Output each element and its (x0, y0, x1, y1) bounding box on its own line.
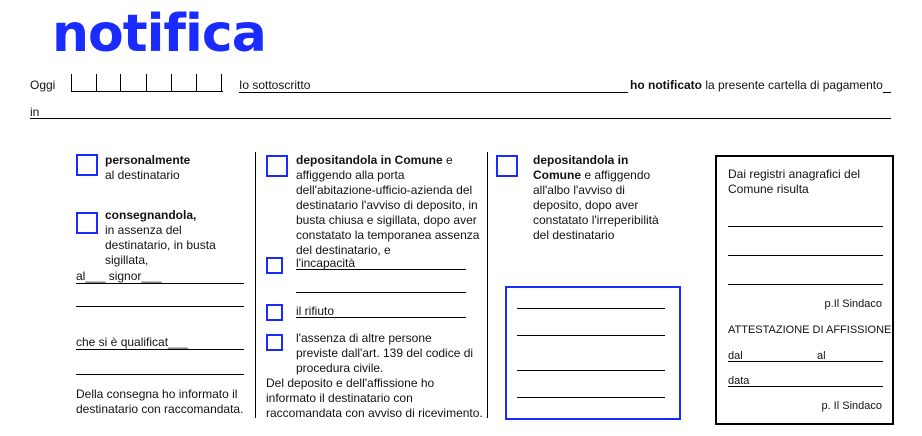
registri-line-3[interactable] (728, 284, 883, 285)
checkbox-albo[interactable] (496, 155, 518, 177)
consegnandola-text: consegnandola, in assenza del destinatario, in busta sigillata, (105, 208, 216, 267)
registri-line-1[interactable] (728, 226, 883, 227)
notificato-text: ho notificato la presente cartella di pagamento (630, 78, 883, 92)
oggi-label: Oggi (30, 78, 56, 92)
registri-line-2[interactable] (728, 255, 883, 256)
incapacita-line-2[interactable] (296, 292, 466, 293)
in-label: in (30, 105, 40, 119)
consegna-note: Della consegna ho informato il destinatario con raccomandata. (76, 387, 244, 416)
incapacita-line[interactable] (296, 269, 466, 270)
al-label: al (817, 350, 826, 362)
al-signor-label: al___ signor___ (76, 269, 162, 283)
checkbox-assenza[interactable] (266, 334, 283, 351)
assenza-text: l'assenza di altre persone previste dall'art. 139 del codice di procedura civile. (296, 331, 474, 375)
sindaco-1: p.Il Sindaco (824, 298, 882, 310)
deposito-note: Del deposito e dell'affissione ho informato il destinatario con raccomandata con avviso di ricevimento. (266, 376, 483, 420)
page-title: notifica (52, 4, 266, 64)
registri-text: Dai registri anagrafici del Comune risulta (728, 167, 861, 196)
attestazione-label: ATTESTAZIONE DI AFFISSIONE (728, 324, 892, 336)
qualificat-line-1[interactable] (76, 349, 244, 350)
signor-line-2[interactable] (76, 306, 244, 307)
col-divider-1 (255, 152, 256, 418)
dal-label: dal (728, 350, 743, 362)
data-label: data (728, 375, 750, 387)
sindaco-2: p. Il Sindaco (821, 400, 882, 412)
stamp-box[interactable] (505, 286, 681, 420)
incapacita-label: l'incapacità (296, 256, 355, 270)
dal-al-line[interactable] (728, 361, 883, 362)
checkbox-deposito-comune[interactable] (266, 155, 288, 177)
sottoscritto-label: Io sottoscritto (239, 78, 311, 92)
data-line[interactable] (728, 386, 883, 387)
personalmente-text: personalmente al destinatario (105, 153, 191, 182)
checkbox-personalmente[interactable] (76, 154, 98, 176)
checkbox-rifiuto[interactable] (266, 304, 283, 321)
registri-box (715, 155, 894, 425)
checkbox-incapacita[interactable] (266, 257, 283, 274)
qualificat-label: che si è qualificat___ (76, 335, 189, 349)
rifiuto-line[interactable] (296, 317, 466, 318)
signor-line-1[interactable] (76, 283, 244, 284)
col-divider-2 (487, 152, 488, 418)
deposit-text: depositandola in Comune e affiggendo alla porta dell'abitazione-ufficio-azienda del destinatario l'avviso di deposito, in busta chiusa e sigillata, dopo aver constatato la temporanea assenza del destinatario, e (296, 153, 480, 257)
qualificat-line-2[interactable] (76, 374, 244, 375)
albo-text: depositandola in Comune e affiggendo all'albo l'avviso di deposito, dopo aver constatato l'irreperibilità del destinatario (533, 153, 659, 242)
rifiuto-label: il rifiuto (296, 304, 335, 318)
checkbox-consegnandola[interactable] (76, 212, 98, 234)
in-line[interactable] (30, 118, 891, 119)
